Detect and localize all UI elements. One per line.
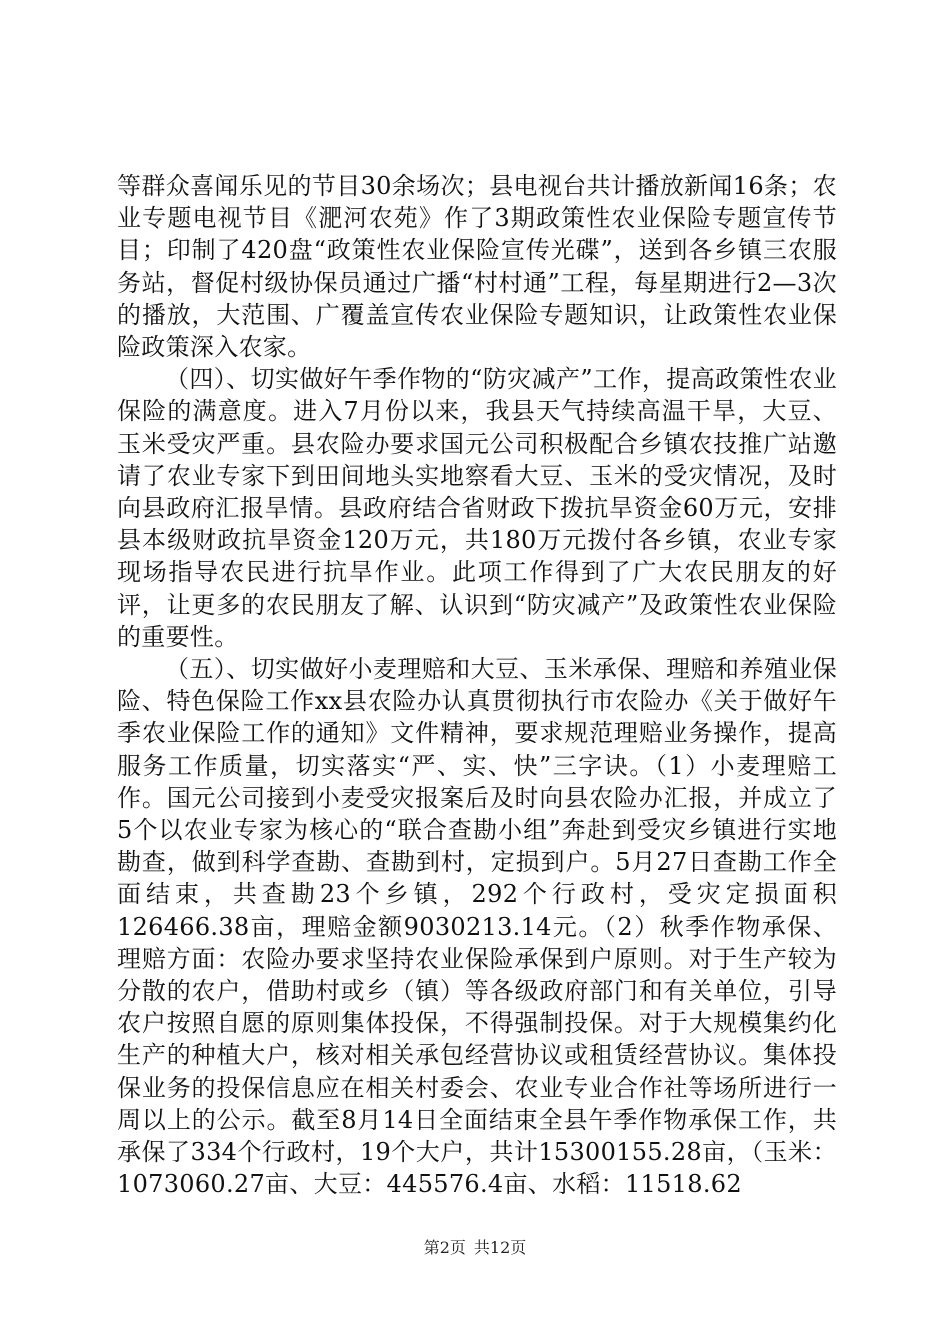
page-number: 第2页 xyxy=(423,1238,466,1257)
paragraph-3: （五）、切实做好小麦理赔和大豆、玉米承保、理赔和养殖业保险、特色保险工作xx县农险办认真贯彻执行市农险办《关于做好午季农业保险工作的通知》文件精神，要求规范理赔业务操作，提高服务工作质量，切实落实“严、实、快”三字诀。（1）小麦理赔工作。国元公司接到小麦受灾报案后及时向县农险办汇报，并成立了5个以农业专家为核心的“联合查勘小组”奔赴到受灾乡镇进行实地勘查，做到科学查勘、查勘到村，定损到户。5月27日查勘工作全面结束，共查勘23个乡镇，292个行政村，受灾定损面积126466.38亩，理赔金额9030213.14元。（2）秋季作物承保、理赔方面：农险办要求坚持农业保险承保到户原则。对于生产较为分散的农户，借助村或乡（镇）等各级政府部门和有关单位，引导农户按照自愿的原则集体投保，不得强制投保。对于大规模集约化生产的种植大户，核对相关承包经营协议或租赁经营协议。集体投保业务的投保信息应在相关村委会、农业专业合作社等场所进行一周以上的公示。截至8月14日全面结束全县午季作物承保工作，共承保了334个行政村，19个大户，共计15300155.28亩，（玉米：1073060.27亩、大豆：445576.4亩、水稻：11518.62 xyxy=(117,655,837,1199)
paragraph-1: 等群众喜闻乐见的节目30余场次；县电视台共计播放新闻16条；农业专题电视节目《淝河农苑》作了3期政策性农业保险专题宣传节目；印制了420盘“政策性农业保险宣传光碟”，送到各乡镇三农服务站，督促村级协保员通过广播“村村通”工程，每星期进行2—3次的播放，大范围、广覆盖宣传农业保险专题知识，让政策性农业保险政策深入农家。 xyxy=(117,172,837,362)
paragraph-2: （四）、切实做好午季作物的“防灾减产”工作，提高政策性农业保险的满意度。进入7月份以来，我县天气持续高温干旱，大豆、玉米受灾严重。县农险办要求国元公司积极配合乡镇农技推广站邀请了农业专家下到田间地头实地察看大豆、玉米的受灾情况，及时向县政府汇报旱情。县政府结合省财政下拨抗旱资金60万元，安排县本级财政抗旱资金120万元，共180万元拨付各乡镇，农业专家现场指导农民进行抗旱作业。此项工作得到了广大农民朋友的好评，让更多的农民朋友了解、认识到“防灾减产”及政策性农业保险的重要性。 xyxy=(117,365,837,651)
page-footer xyxy=(0,1238,950,1258)
page-total: 共12页 xyxy=(473,1238,527,1257)
document-body xyxy=(117,170,837,1201)
